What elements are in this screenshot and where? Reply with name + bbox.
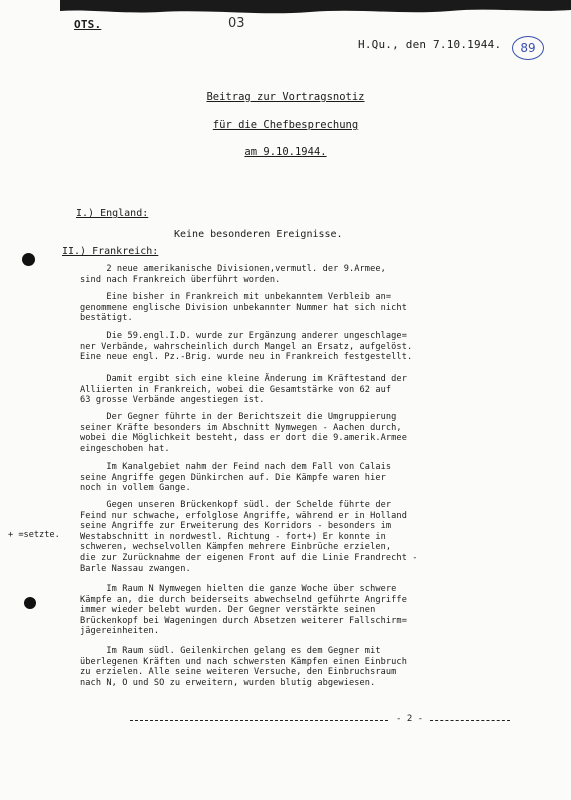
title-line-1: Beitrag zur Vortragsnotiz bbox=[206, 91, 365, 103]
paragraph-7: Gegen unseren Brückenkopf südl. der Schelde führte der Feind nur schwache, erfolglose Angriffe, während er in Holland seine Angriffe zur Erweiterung des Korridors - besonders im Westabschnitt in nordwestl. Richtung - fort+) Er konnte in schweren, wechselvollen Kämpfen mehrere Einbrüche erzielen, die zur Zurücknahme der eigenen Front auf die Linie Frandrecht - Barle Nassau zwangen. bbox=[80, 500, 418, 574]
footer-rule-right bbox=[430, 720, 510, 721]
paragraph-6: Im Kanalgebiet nahm der Feind nach dem Fall von Calais seine Angriffe gegen Dünkirchen auf. Die Kämpfe waren hier noch in vollem Gange. bbox=[80, 462, 392, 494]
page-number-stamp: 89 bbox=[512, 36, 544, 60]
page-footer: - 2 - bbox=[396, 714, 424, 724]
scan-edge-shadow bbox=[60, 0, 571, 16]
punch-hole-bottom bbox=[24, 597, 36, 609]
paragraph-1: 2 neue amerikanische Divisionen,vermutl. der 9.Armee, sind nach Frankreich überführt worden. bbox=[80, 264, 386, 285]
section-england-label: I.) England: bbox=[76, 208, 149, 219]
paragraph-2: Eine bisher in Frankreich mit unbekanntem Verbleib an= genommene englische Division unbekannter Nummer hat sich nicht bestätigt. bbox=[80, 292, 407, 324]
margin-note: + =setzte. bbox=[8, 530, 60, 540]
top-left-mark: OTS. bbox=[74, 18, 102, 31]
section-england-text: Keine besonderen Ereignisse. bbox=[174, 229, 343, 240]
place-date: H.Qu., den 7.10.1944. bbox=[358, 38, 502, 51]
punch-hole-top bbox=[22, 253, 35, 266]
paragraph-9: Im Raum südl. Geilenkirchen gelang es dem Gegner mit überlegenen Kräften und nach schwersten Kämpfen einen Einbruch zu erzielen. Alle seine weiteren Versuche, den Einbruchsraum nach N, O und SO zu erweitern, wurden blutig abgewiesen. bbox=[80, 646, 407, 688]
paragraph-4: Damit ergibt sich eine kleine Änderung im Kräftestand der Alliierten in Frankreich, wobei die Gesamtstärke von 62 auf 63 grosse Verbände angestiegen ist. bbox=[80, 374, 407, 406]
paragraph-8: Im Raum N Nymwegen hielten die ganze Woche über schwere Kämpfe an, die durch beiderseits abwechselnd geführte Angriffe immer wieder belebt wurden. Der Gegner verstärkte seinen Brückenkopf bei Wageningen durch Absetzen weiterer Fallschirm= jägereinheiten. bbox=[80, 584, 407, 637]
handwritten-number: 03 bbox=[228, 16, 245, 31]
title-line-2: für die Chefbesprechung bbox=[212, 119, 359, 131]
paragraph-3: Die 59.engl.I.D. wurde zur Ergänzung anderer ungeschlage= ner Verbände, wahrscheinlich durch Mangel an Ersatz, aufgelöst. Eine neue engl. Pz.-Brig. wurde neu in Frankreich festgestellt. bbox=[80, 331, 413, 363]
section-frankreich-label: II.) Frankreich: bbox=[62, 246, 159, 257]
paragraph-5: Der Gegner führte in der Berichtszeit die Umgruppierung seiner Kräfte besonders im Abschnitt Nymwegen - Aachen durch, wobei die Möglichkeit besteht, dass er dort die 9.amerik.Armee eingeschoben hat. bbox=[80, 412, 407, 454]
footer-rule-left bbox=[130, 720, 388, 721]
title-line-3: am 9.10.1944. bbox=[244, 146, 327, 158]
